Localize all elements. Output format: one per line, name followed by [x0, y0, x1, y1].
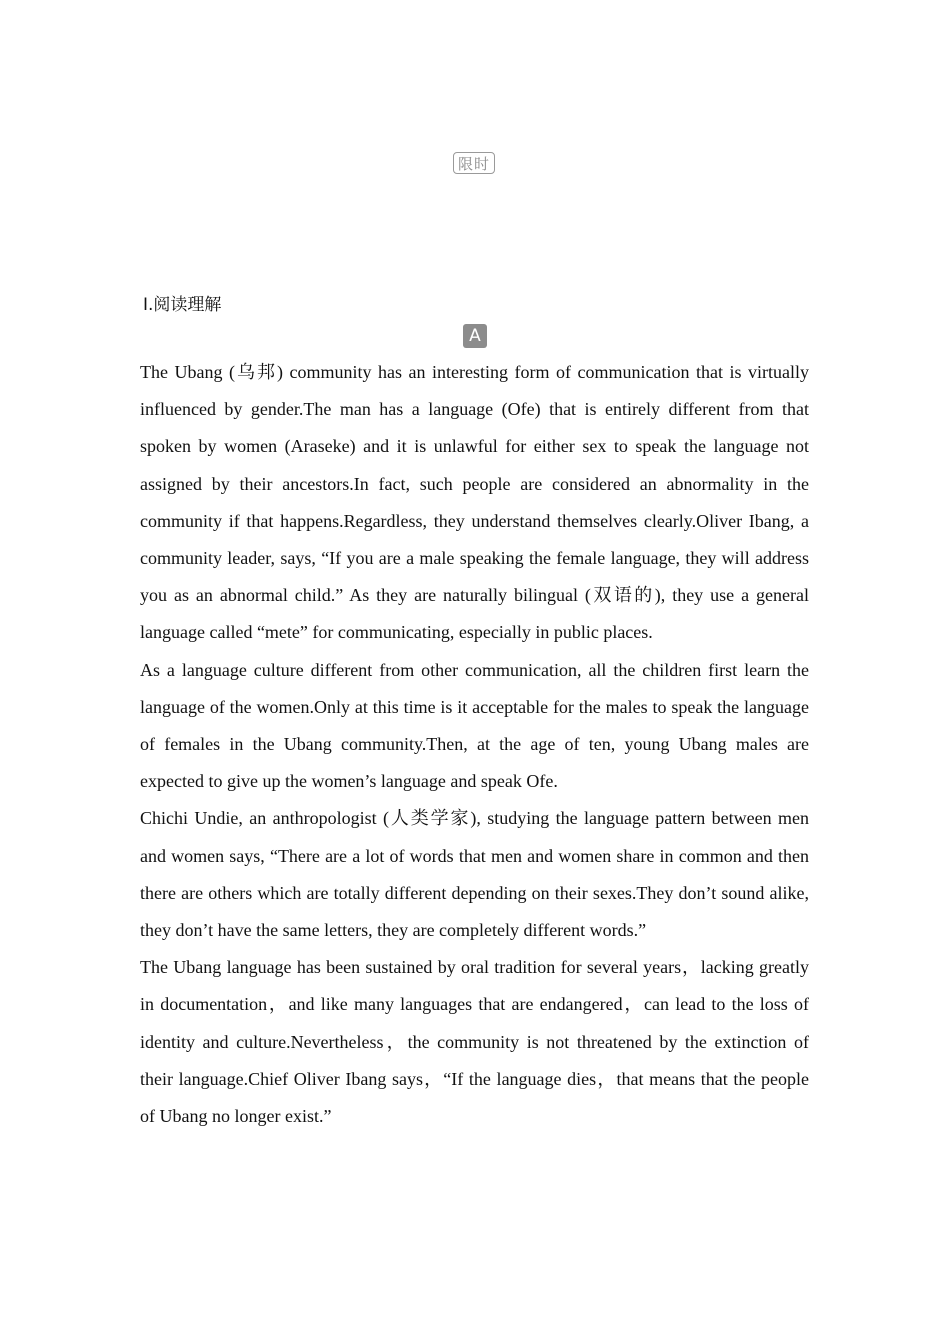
section-heading: Ⅰ.阅读理解	[143, 295, 222, 315]
passage-label-badge: A	[463, 324, 487, 348]
paragraph-1: The Ubang (乌邦) community has an interesting form of communication that is virtually influenced by gender.The man has a language (Ofe) that is entirely different from that spoken by women (Araseke) and it is unlawful for either sex to speak the language not assigned by their ancestors.In fact, such people are considered an abnormality in the community if that happens.Regardless, they understand themselves clearly.Oliver Ibang, a community leader, says, “If you are a male speaking the female language, they will address you as an abnormal child.” As they are naturally bilingual (双语的), they use a general language called “mete” for communicating, especially in public places.	[140, 362, 809, 643]
paragraph-3: Chichi Undie, an anthropologist (人类学家), studying the language pattern between men and women says, “There are a lot of words that men and women share in common and then there are others which are totally different depending on their sexes.They don’t sound alike, they don’t have the same letters, they are completely different words.”	[140, 808, 809, 941]
time-limit-badge: 限时	[453, 152, 495, 174]
passage-body	[140, 354, 809, 1135]
paragraph-4: The Ubang language has been sustained by oral tradition for several years，lacking greatly in documentation，and like many languages that are endangered，can lead to the loss of identity and culture.Nevertheless，the community is not threatened by the extinction of their language.Chief Oliver Ibang says，“If the language dies，that means that the people of Ubang no longer exist.”	[140, 957, 809, 1127]
paragraph-2: As a language culture different from other communication, all the children first learn the language of the women.Only at this time is it acceptable for the males to speak the language of females in the Ubang community.Then, at the age of ten, young Ubang males are expected to give up the women’s language and speak Ofe.	[140, 659, 809, 792]
